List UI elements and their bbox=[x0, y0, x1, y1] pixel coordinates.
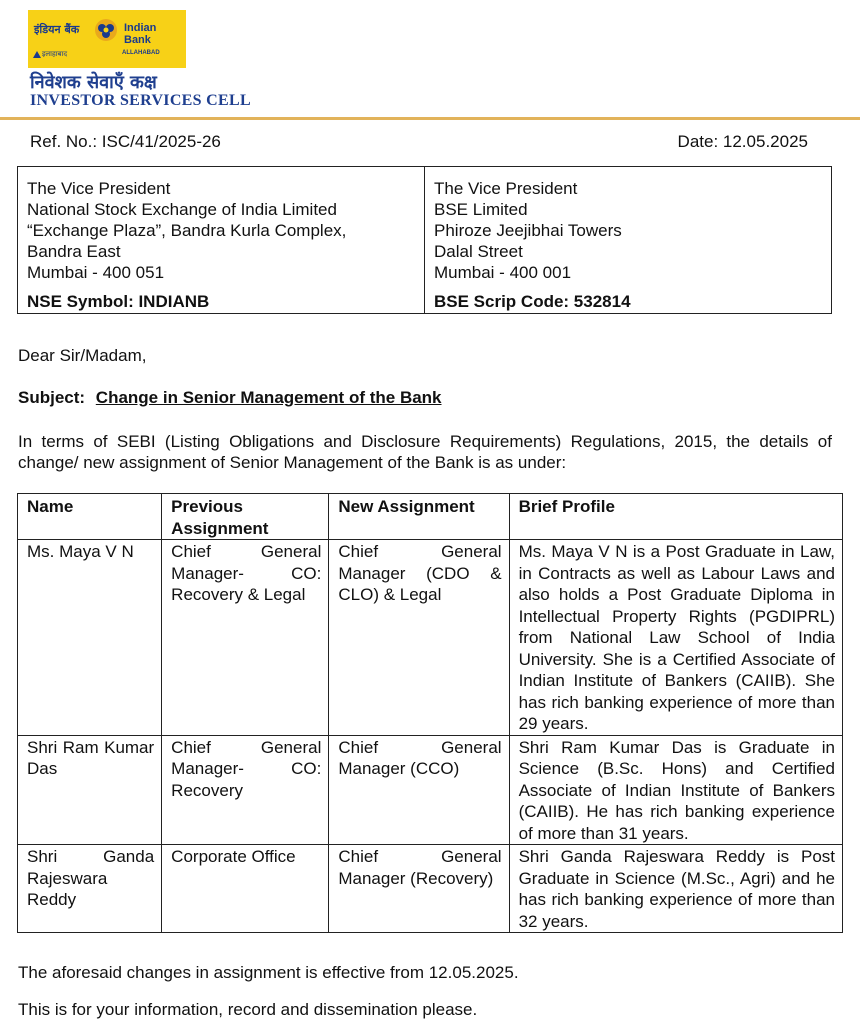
bank-name-hindi: इंडियन बैंक bbox=[34, 23, 80, 36]
address-line: Phiroze Jeejibhai Towers bbox=[434, 221, 622, 240]
cell-title-english: INVESTOR SERVICES CELL bbox=[30, 92, 251, 109]
header-divider bbox=[0, 117, 860, 120]
management-change-table bbox=[17, 493, 843, 933]
salutation: Dear Sir/Madam, bbox=[18, 346, 147, 365]
bse-scrip-code: BSE Scrip Code: 532814 bbox=[434, 292, 631, 311]
cell-previous-assignment: Chief General Manager- CO: Recovery bbox=[162, 735, 329, 845]
cell-name: Shri Ganda Rajeswara Reddy bbox=[18, 845, 162, 933]
address-line: The Vice President bbox=[434, 179, 578, 198]
column-header: Name bbox=[18, 494, 162, 540]
subject-line bbox=[18, 387, 833, 408]
cell-brief-profile: Shri Ram Kumar Das is Graduate in Science (B.Sc. Hons) and Certified Associate of Indian Institute of Bankers (CAIIB). He has rich banking experience of more than 31 years. bbox=[509, 735, 842, 845]
cell-name: Shri Ram Kumar Das bbox=[18, 735, 162, 845]
subject-text: Change in Senior Management of the Bank bbox=[95, 388, 442, 407]
table-row bbox=[18, 540, 843, 736]
city-hindi: इलाहाबाद bbox=[42, 50, 68, 58]
subject-label: Subject: bbox=[18, 388, 86, 407]
address-line: Mumbai - 400 001 bbox=[434, 263, 572, 282]
table-row bbox=[18, 735, 843, 845]
city-english: ALLAHABAD bbox=[122, 50, 160, 56]
cell-brief-profile: Ms. Maya V N is a Post Graduate in Law, in Contracts as well as Labour Laws and also holds a Post Graduate Diploma in Intellectual Property Rights (PGDIPRL) from National Law School of India University. She is a Certified Associate of Indian Institute of Bankers (CAIIB). She has rich banking experience of more than 29 years. bbox=[509, 540, 842, 736]
table-header-row bbox=[18, 494, 843, 540]
cell-new-assignment: Chief General Manager (CCO) bbox=[329, 735, 509, 845]
addressee-nse bbox=[18, 167, 425, 314]
bank-emblem-icon bbox=[94, 18, 118, 42]
address-line: “Exchange Plaza”, Bandra Kurla Complex, bbox=[27, 221, 347, 240]
column-header: Previous Assignment bbox=[162, 494, 329, 540]
addressee-bse bbox=[425, 167, 832, 314]
cell-new-assignment: Chief General Manager (Recovery) bbox=[329, 845, 509, 933]
bank-name-english: Indian Bank bbox=[124, 22, 157, 46]
cell-new-assignment: Chief General Manager (CDO & CLO) & Legal bbox=[329, 540, 509, 736]
column-header: New Assignment bbox=[329, 494, 509, 540]
triangle-icon bbox=[33, 51, 41, 58]
intro-paragraph: In terms of SEBI (Listing Obligations and Disclosure Requirements) Regulations, 2015, the details of change/ new assignment of Senior Management of the Bank is as under: bbox=[18, 432, 832, 472]
address-line: National Stock Exchange of India Limited bbox=[27, 200, 337, 219]
cell-name: Ms. Maya V N bbox=[18, 540, 162, 736]
cell-previous-assignment: Corporate Office bbox=[162, 845, 329, 933]
address-line: Mumbai - 400 051 bbox=[27, 263, 165, 282]
address-line: The Vice President bbox=[27, 179, 171, 198]
address-line: Bandra East bbox=[27, 242, 121, 261]
table-row bbox=[18, 845, 843, 933]
column-header: Brief Profile bbox=[509, 494, 842, 540]
effective-date-note: The aforesaid changes in assignment is effective from 12.05.2025. bbox=[18, 963, 519, 982]
cell-previous-assignment: Chief General Manager- CO: Recovery & Legal bbox=[162, 540, 329, 736]
cell-title-hindi: निवेशक सेवाएँ कक्ष bbox=[30, 72, 157, 93]
reference-number: Ref. No.: ISC/41/2025-26 bbox=[30, 132, 221, 151]
cell-brief-profile: Shri Ganda Rajeswara Reddy is Post Graduate in Science (M.Sc., Agri) and he has rich banking experience of more than 32 years. bbox=[509, 845, 842, 933]
letter-date: Date: 12.05.2025 bbox=[677, 132, 808, 151]
address-line: BSE Limited bbox=[434, 200, 528, 219]
bank-logo bbox=[28, 10, 186, 68]
nse-symbol: NSE Symbol: INDIANB bbox=[27, 292, 210, 311]
address-line: Dalal Street bbox=[434, 242, 523, 261]
closing-line: This is for your information, record and dissemination please. bbox=[18, 1000, 478, 1019]
addressee-table bbox=[17, 166, 832, 314]
